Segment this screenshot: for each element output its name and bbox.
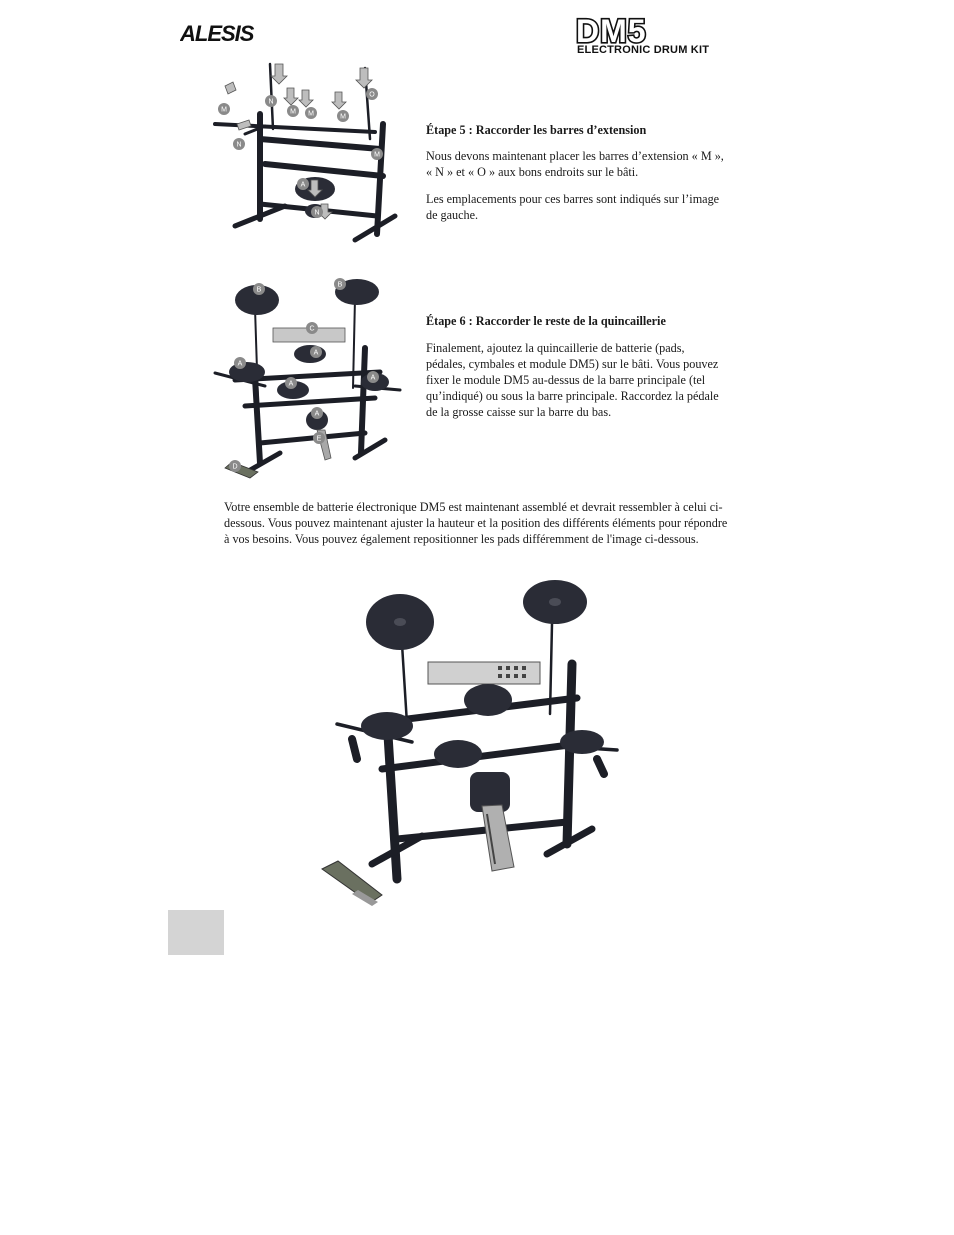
label-m-3: M (308, 110, 314, 118)
closing-paragraph: Votre ensemble de batterie électronique DM5 est maintenant assemblé et devrait ressembler à celui ci-dessous. Vous pouvez maintenant ajuster la hauteur et la position des différents éléments pour répondre à vos besoins. Vous pouvez également repositionner les pads différemment de l'image ci-dessous. (224, 500, 728, 546)
label-m-1: M (221, 106, 227, 114)
step5-paragraph-2: Les emplacements pour ces barres sont indiqués sur l’image de gauche. (426, 192, 720, 222)
label-c: C (309, 325, 315, 333)
label-a-4: A (288, 380, 294, 388)
dm5-subtitle: ELECTRONIC DRUM KIT (577, 44, 710, 56)
page-number-tab (168, 910, 224, 955)
dm5-logo (576, 16, 758, 56)
step6-paragraph-1: Finalement, ajoutez la quincaillerie de batterie (pads, pédales, cymbales et module DM5) sur le bâti. Vous pouvez fixer le module DM5 au-dessus de la barre principale (tel qu’indiqué) ou sous la barre principale. Raccordez la pédale de la grosse caisse sur la barre du bas. (426, 341, 719, 419)
label-m-5: M (374, 151, 380, 159)
step5-paragraph-1: Nous devons maintenant placer les barres d’extension « M », « N » et « O » aux bons endroits sur le bâti. (426, 149, 724, 179)
step5-figure (205, 54, 405, 264)
label-a-3: A (237, 360, 243, 368)
step5-title: Étape 5 : Raccorder les barres d’extension (426, 123, 647, 137)
alesis-logo (180, 22, 286, 44)
label-b-1: B (256, 286, 262, 294)
label-a-2: A (313, 349, 319, 357)
label-m-2: M (290, 108, 296, 116)
label-n-1: N (268, 98, 274, 106)
label-a-6: A (314, 410, 320, 418)
label-o-1: O (369, 91, 375, 99)
step6-title: Étape 6 : Raccorder le reste de la quincaillerie (426, 314, 666, 328)
dm5-logo-text: DM5 (576, 16, 647, 49)
label-a-5: A (370, 374, 376, 382)
label-m-4: M (340, 113, 346, 121)
label-n-2: N (236, 141, 242, 149)
label-b-2: B (337, 281, 343, 289)
label-n-3: N (314, 209, 320, 217)
label-d: D (232, 463, 238, 471)
label-a-1: A (300, 181, 306, 189)
label-e: E (316, 435, 322, 443)
alesis-logo-text: ALESIS (180, 22, 254, 44)
step6-figure (205, 268, 405, 498)
assembled-kit-figure (312, 574, 642, 914)
